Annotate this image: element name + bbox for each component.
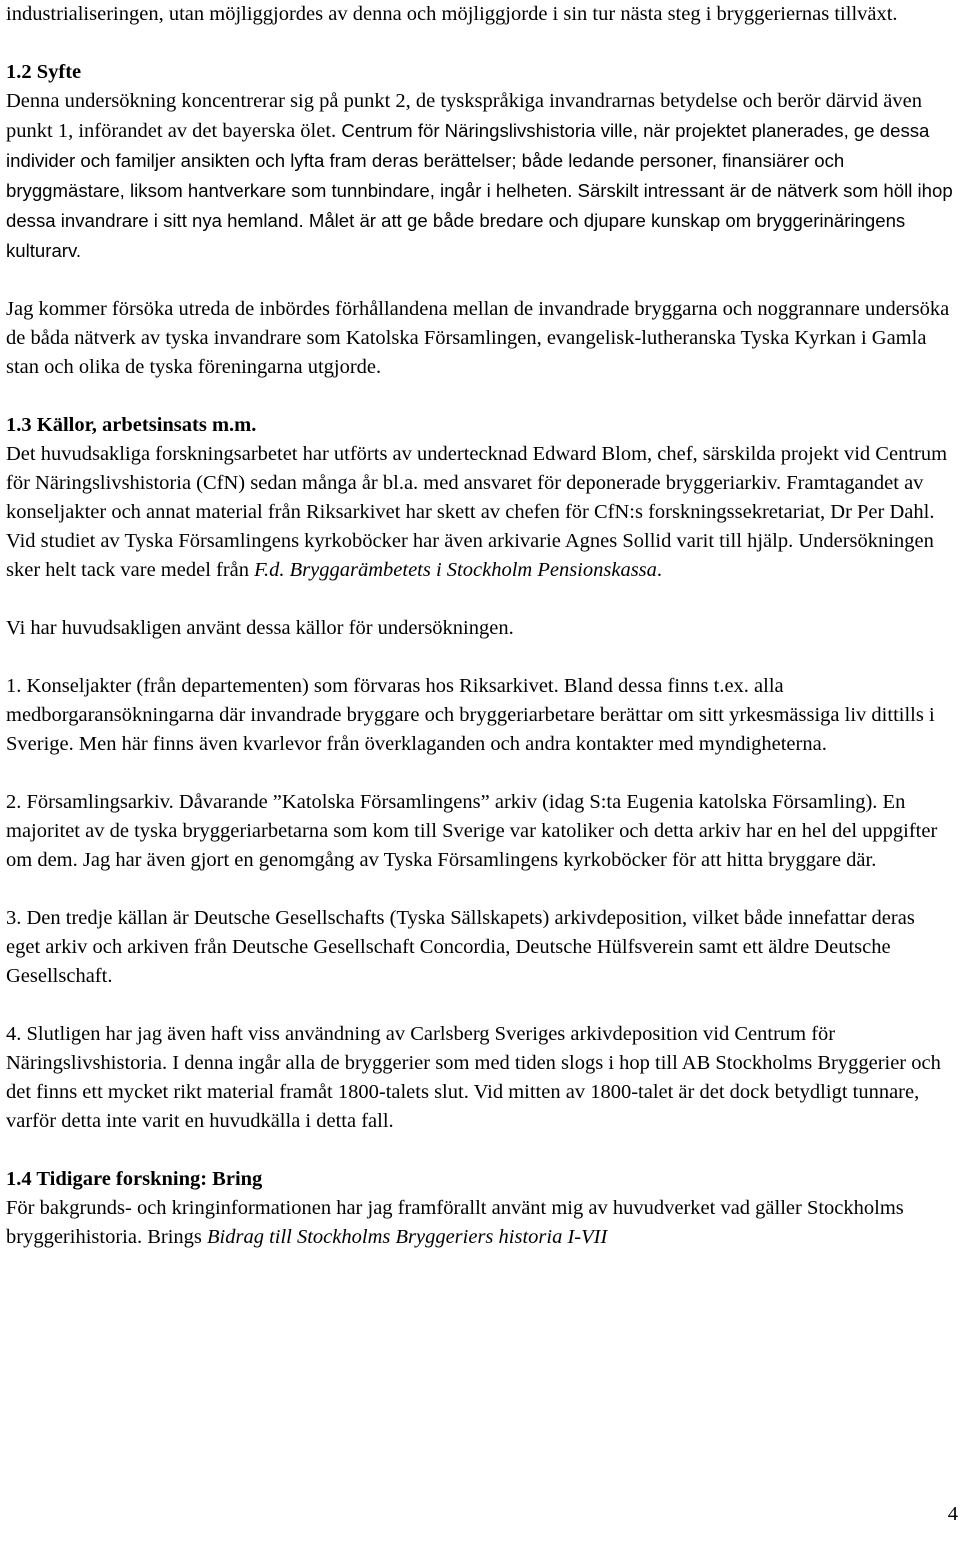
intro-paragraph: industrialiseringen, utan möjliggjordes av denna och möjliggjorde i sin tur nästa steg i bryggeriernas tillväxt. bbox=[6, 3, 898, 25]
document-page bbox=[6, 0, 954, 1252]
tidigare-forskning-italic: Bidrag till Stockholms Bryggeriers historia I-VII bbox=[207, 1226, 608, 1248]
syfte-paragraph-1-sans: Centrum för Näringslivshistoria ville, när projektet planerades, ge dessa individer och familjer ansikten och lyfta fram deras berättelser; både ledande personer, finansiärer och bryggmästare, liksom hantverkare som tunnbindare, ingår i helheten. Särskilt intressant är de nätverk som höll ihop dessa invandrare i sitt nya hemland. Målet är att ge både bredare och djupare kunskap om bryggerinäringens kulturarv. bbox=[6, 120, 953, 261]
tidigare-forskning-main: För bakgrunds- och kringinformationen har jag framförallt använt mig av huvudverket vad gäller Stockholms bryggerihistoria. Brings bbox=[6, 1197, 904, 1248]
kallor-paragraph-1-end: . bbox=[656, 559, 663, 581]
source-list-item: 4. Slutligen har jag även haft viss användning av Carlsberg Sveriges arkivdeposition vid Centrum för Näringslivshistoria. I denna ingår alla de bryggerier som med tiden slogs i hop till AB Stockholms Bryggerier och det finns ett mycket rikt material framåt 1800-talets slut. Vid mitten av 1800-talet är det dock betydligt tunnare, varför detta inte varit en huvudkälla i detta fall. bbox=[6, 1023, 941, 1132]
kallor-paragraph-1 bbox=[6, 440, 954, 585]
section-heading-tidigare-forskning: 1.4 Tidigare forskning: Bring bbox=[6, 1168, 263, 1190]
source-list-item: 2. Församlingsarkiv. Dåvarande ”Katolska Församlingens” arkiv (idag S:ta Eugenia katolska Församling). En majoritet av de tyska bryggeriarbetarna som kom till Sverige var katoliker och detta arkiv har en hel del uppgifter om dem. Jag har även gjort en genomgång av Tyska Församlingens kyrkoböcker för att hitta bryggare där. bbox=[6, 791, 938, 871]
page-number: 4 bbox=[947, 1503, 958, 1525]
kallor-paragraph-2: Vi har huvudsakligen använt dessa källor för undersökningen. bbox=[6, 617, 514, 639]
syfte-paragraph-1 bbox=[6, 87, 954, 266]
kallor-paragraph-1-main: Det huvudsakliga forskningsarbetet har utförts av undertecknad Edward Blom, chef, särskilda projekt vid Centrum för Näringslivshistoria (CfN) sedan många år bl.a. med ansvaret för deponerade bryggeriarkiv. Framtagandet av konseljakter och annat material från Riksarkivet har skett av chefen för CfN:s forskningssekretariat, Dr Per Dahl. Vid studiet av Tyska Församlingens kyrkoböcker har även arkivarie Agnes Sollid varit till hjälp. Undersökningen sker helt tack vare medel från bbox=[6, 443, 948, 581]
section-heading-syfte: 1.2 Syfte bbox=[6, 61, 82, 83]
source-list-item: 1. Konseljakter (från departementen) som förvaras hos Riksarkivet. Bland dessa finns t.ex. alla medborgaransökningarna där invandrade bryggare och bryggeriarbetare berättar om sitt yrkesmässiga liv dittills i Sverige. Men här finns även kvarlevor från överklaganden och andra kontakter med myndigheterna. bbox=[6, 675, 935, 755]
section-heading-kallor: 1.3 Källor, arbetsinsats m.m. bbox=[6, 414, 257, 436]
syfte-paragraph-2: Jag kommer försöka utreda de inbördes förhållandena mellan de invandrade bryggarna och noggrannare undersöka de båda nätverk av tyska invandrare som Katolska Församlingen, evangelisk-lutheranska Tyska Kyrkan i Gamla stan och olika de tyska föreningarna utgjorde. bbox=[6, 298, 950, 378]
tidigare-forskning-paragraph bbox=[6, 1194, 954, 1252]
source-list-item: 3. Den tredje källan är Deutsche Gesellschafts (Tyska Sällskapets) arkivdeposition, vilket både innefattar deras eget arkiv och arkiven från Deutsche Gesellschaft Concordia, Deutsche Hülfsverein samt ett äldre Deutsche Gesellschaft. bbox=[6, 907, 915, 987]
kallor-paragraph-1-italic: F.d. Bryggarämbetets i Stockholm Pensionskassa bbox=[254, 559, 657, 581]
syfte-paragraph-1-serif: Denna undersökning koncentrerar sig på punkt 2, de tyskspråkiga invandrarnas betydelse och berör därvid även punkt 1, införandet av det bayerska ölet. bbox=[6, 90, 922, 142]
